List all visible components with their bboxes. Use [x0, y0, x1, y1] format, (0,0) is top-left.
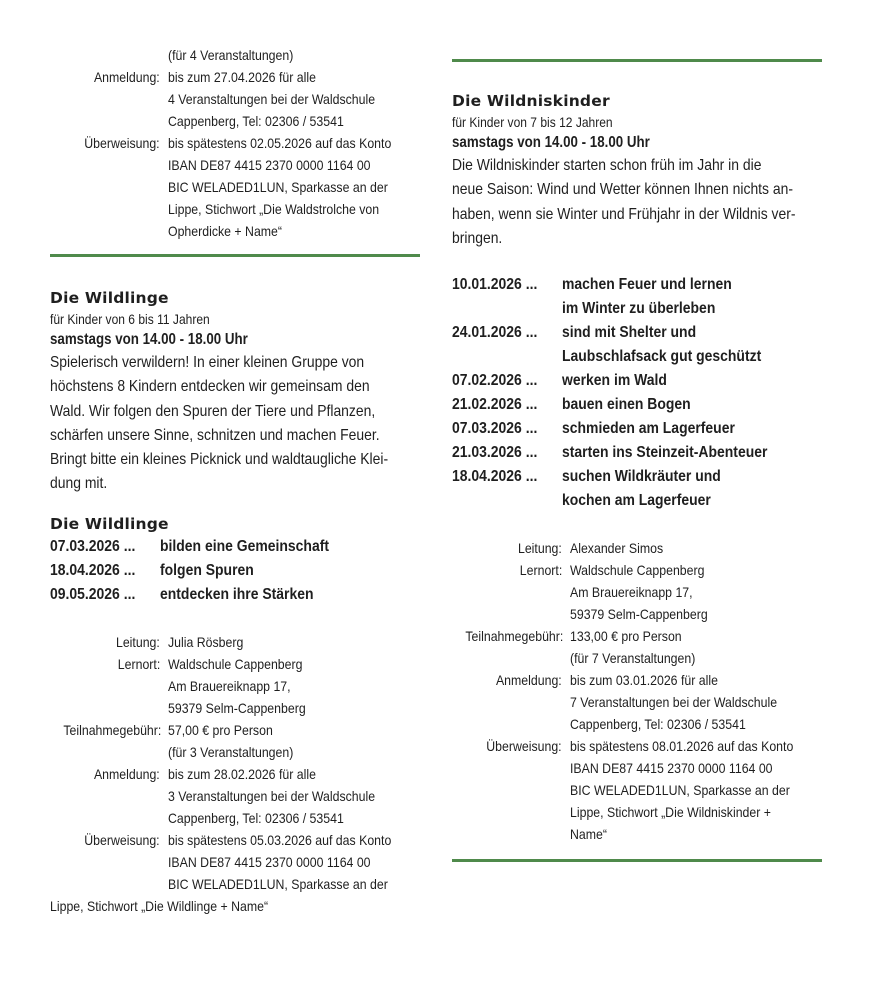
info-overflow-line: Lippe, Stichwort „Die Wildlinge + Name“ [50, 897, 269, 914]
text: suchen Wildkräuter und [562, 468, 721, 486]
text: Spielerisch verwildern! In einer kleinen Gruppe von [50, 354, 365, 371]
info-line [168, 653, 430, 675]
text: schmieden am Lagerfeuer [562, 420, 735, 438]
info-row [50, 829, 430, 895]
text: Lernort: [117, 655, 160, 672]
info-line [168, 220, 430, 242]
text: 07.02.2026 ... [452, 372, 538, 390]
event-description [562, 393, 842, 417]
event-date [452, 393, 562, 417]
info-label [50, 719, 168, 763]
info-line [168, 176, 430, 198]
text: folgen Spuren [160, 561, 254, 579]
text: 07.03.2026 ... [50, 537, 136, 555]
text: haben, wenn sie Winter und Frühjahr in der Wildnis ver- [452, 205, 796, 223]
text: dung mit. [50, 475, 108, 493]
text: sind mit Shelter und [562, 324, 697, 342]
info-value [570, 735, 842, 845]
text: 59379 Selm-Cappenberg [168, 699, 306, 716]
info-label [50, 44, 168, 66]
date-item [452, 393, 842, 417]
text: schärfen unsere Sinne, schnitzen und machen Feuer. [50, 426, 380, 444]
info-label [50, 631, 168, 653]
text: Überweisung: [486, 738, 562, 755]
text: 133,00 € pro Person [570, 628, 682, 645]
event-date [452, 321, 562, 369]
event-date [50, 559, 160, 583]
text: Name“ [570, 826, 607, 843]
info-value [570, 559, 842, 625]
description-line [50, 448, 430, 472]
info-value [168, 763, 430, 829]
text: kochen am Lagerfeuer [562, 492, 711, 510]
text: 4 Veranstaltungen bei der Waldschule [168, 91, 376, 107]
text: Cappenberg, Tel: 02306 / 53541 [570, 716, 746, 733]
event-description [562, 273, 842, 321]
description-line [50, 375, 430, 399]
event-description [562, 417, 842, 441]
info-row [50, 44, 430, 66]
section-divider [50, 254, 420, 257]
event-line [562, 393, 842, 417]
text: 18.04.2026 ... [50, 561, 136, 579]
text: Überweisung: [84, 831, 160, 848]
text: 09.05.2026 ... [50, 585, 136, 603]
description-line [50, 472, 430, 496]
info-line [168, 763, 430, 785]
info-row [452, 625, 842, 669]
text: 24.01.2026 ... [452, 324, 538, 342]
info-label [452, 559, 570, 625]
text: BIC WELADED1LUN, Sparkasse an der [168, 875, 388, 892]
text: Laubschlafsack gut geschützt [562, 348, 762, 366]
date-item [50, 583, 430, 607]
description-line [452, 227, 842, 251]
info-line [570, 647, 842, 669]
info-line [168, 110, 430, 132]
info-line [570, 757, 842, 779]
description-line [50, 400, 430, 424]
text: bis zum 27.04.2026 für alle [168, 69, 316, 85]
section-title: Die Wildlinge [50, 289, 169, 307]
event-line [562, 273, 842, 297]
info-row [50, 631, 430, 653]
info-value [570, 625, 842, 669]
info-line [168, 44, 430, 66]
text: Die Wildniskinder starten schon früh im Jahr in die [452, 157, 762, 174]
text: Waldschule Cappenberg [168, 655, 303, 672]
event-description [160, 535, 430, 559]
text: IBAN DE87 4415 2370 0000 1164 00 [168, 853, 371, 870]
course-info [452, 537, 842, 845]
wildniskinder-section [452, 90, 842, 845]
info-line [168, 873, 430, 895]
text: Wald. Wir folgen den Spuren der Tiere und Pflanzen, [50, 402, 376, 420]
text: Cappenberg, Tel: 02306 / 53541 [168, 113, 344, 129]
info-value [168, 132, 430, 242]
info-row [50, 653, 430, 719]
text: 59379 Selm-Cappenberg [570, 606, 708, 623]
event-line [562, 369, 842, 393]
text: bringen. [452, 229, 503, 247]
text: neue Saison: Wind und Wetter können Ihnen nichts an- [452, 181, 793, 199]
info-row [452, 735, 842, 845]
date-item [452, 465, 842, 513]
text: Teilnahmegebühr: [63, 721, 162, 738]
text: entdecken ihre Stärken [160, 585, 314, 603]
text: Cappenberg, Tel: 02306 / 53541 [168, 809, 344, 826]
text: bilden eine Gemeinschaft [160, 537, 330, 555]
text: Am Brauereiknapp 17, [570, 584, 693, 601]
info-value [168, 44, 430, 66]
info-line [570, 559, 842, 581]
event-line [562, 441, 842, 465]
info-value [168, 719, 430, 763]
text: bis spätestens 08.01.2026 auf das Konto [570, 738, 794, 755]
event-date [452, 465, 562, 513]
info-label [50, 66, 168, 132]
text: Überweisung: [84, 135, 160, 151]
info-label [50, 132, 168, 242]
info-row [50, 763, 430, 829]
text: bis zum 28.02.2026 für alle [168, 765, 316, 782]
info-line [168, 697, 430, 719]
age-range: für Kinder von 7 bis 12 Jahren [452, 114, 613, 130]
event-description [562, 465, 842, 513]
text: Am Brauereiknapp 17, [168, 677, 291, 694]
text: 7 Veranstaltungen bei der Waldschule [570, 694, 778, 711]
info-line [570, 603, 842, 625]
text: 07.03.2026 ... [452, 420, 538, 438]
event-line [562, 321, 842, 345]
event-description [562, 369, 842, 393]
info-line [570, 735, 842, 757]
description-line [452, 154, 842, 178]
info-line [570, 823, 842, 845]
text: Leitung: [518, 540, 562, 557]
wildlinge-section [50, 287, 430, 497]
event-date [452, 369, 562, 393]
info-line [168, 829, 430, 851]
info-label [452, 625, 570, 669]
left-column [50, 44, 430, 917]
date-item [452, 369, 842, 393]
text: werken im Wald [562, 372, 667, 390]
event-description [160, 583, 430, 607]
event-description [160, 559, 430, 583]
info-line [168, 154, 430, 176]
info-value [168, 653, 430, 719]
date-item [452, 441, 842, 465]
event-line [562, 345, 842, 369]
date-list [452, 273, 842, 513]
event-line [562, 297, 842, 321]
event-description [562, 441, 842, 465]
text: Anmeldung: [94, 765, 160, 782]
text: Alexander Simos [570, 540, 664, 557]
date-item [452, 321, 842, 369]
text: BIC WELADED1LUN, Sparkasse an der [168, 179, 388, 195]
info-line [168, 741, 430, 763]
event-line [562, 417, 842, 441]
info-label [452, 669, 570, 735]
date-list [50, 535, 430, 607]
text: Anmeldung: [496, 672, 562, 689]
info-value [168, 829, 430, 895]
info-line [168, 785, 430, 807]
age-range: für Kinder von 6 bis 11 Jahren [50, 311, 210, 327]
text: bis spätestens 02.05.2026 auf das Konto [168, 135, 392, 151]
time-range: samstags von 14.00 - 18.00 Uhr [452, 134, 650, 151]
event-line [562, 489, 842, 513]
text: Lippe, Stichwort „Die Wildniskinder + [570, 804, 771, 821]
date-item [452, 417, 842, 441]
text: 3 Veranstaltungen bei der Waldschule [168, 787, 376, 804]
info-row [452, 669, 842, 735]
event-line [160, 559, 430, 583]
event-date [452, 273, 562, 321]
info-line [570, 537, 842, 559]
right-column [452, 44, 842, 862]
description [50, 351, 430, 497]
info-line [168, 132, 430, 154]
text: (für 7 Veranstaltungen) [570, 650, 696, 667]
waldstrolche-info [50, 44, 430, 242]
text: bauen einen Bogen [562, 396, 691, 414]
text: (für 3 Veranstaltungen) [168, 743, 294, 760]
description-line [50, 424, 430, 448]
text: höchstens 8 Kindern entdecken wir gemeinsam den [50, 378, 370, 396]
text: machen Feuer und lernen [562, 276, 732, 294]
text: Julia Rösberg [168, 633, 244, 650]
info-label [50, 653, 168, 719]
section-title: Die Wildlinge [50, 514, 169, 533]
info-line [570, 625, 842, 647]
info-label [50, 763, 168, 829]
info-line [168, 198, 430, 220]
info-label [452, 537, 570, 559]
text: bis zum 03.01.2026 für alle [570, 672, 718, 689]
text: 57,00 € pro Person [168, 721, 273, 738]
text: Lernort: [519, 562, 562, 579]
text: 21.03.2026 ... [452, 444, 538, 462]
info-line [570, 801, 842, 823]
info-line [570, 691, 842, 713]
description-line [452, 178, 842, 202]
info-row [50, 719, 430, 763]
text: (für 4 Veranstaltungen) [168, 47, 294, 63]
event-line [160, 583, 430, 607]
text: 21.02.2026 ... [452, 396, 538, 414]
text: im Winter zu überleben [562, 300, 716, 318]
section-divider [452, 859, 822, 862]
info-line [168, 631, 430, 653]
info-line [570, 779, 842, 801]
text: Anmeldung: [94, 69, 160, 85]
text: BIC WELADED1LUN, Sparkasse an der [570, 782, 790, 799]
text: Leitung: [116, 633, 160, 650]
time-range: samstags von 14.00 - 18.00 Uhr [50, 331, 248, 348]
info-line [570, 581, 842, 603]
text: bis spätestens 05.03.2026 auf das Konto [168, 831, 392, 848]
date-item [50, 535, 430, 559]
text: IBAN DE87 4415 2370 0000 1164 00 [570, 760, 773, 777]
event-description [562, 321, 842, 369]
wildlinge-dates-section [50, 513, 430, 917]
event-date [452, 417, 562, 441]
text: starten ins Steinzeit-Abenteuer [562, 444, 768, 462]
text: Teilnahmegebühr: [465, 628, 564, 645]
event-line [562, 465, 842, 489]
info-line [168, 807, 430, 829]
info-line [168, 719, 430, 741]
info-label [452, 735, 570, 845]
course-info [50, 631, 430, 895]
description [452, 154, 842, 251]
info-row [50, 66, 430, 132]
event-date [452, 441, 562, 465]
event-date [50, 535, 160, 559]
text: IBAN DE87 4415 2370 0000 1164 00 [168, 157, 371, 173]
info-label [50, 829, 168, 895]
description-line [50, 351, 430, 375]
info-line [168, 66, 430, 88]
info-line [168, 88, 430, 110]
info-line [168, 675, 430, 697]
text: 10.01.2026 ... [452, 276, 538, 294]
text: Waldschule Cappenberg [570, 562, 705, 579]
text: Opherdicke + Name“ [168, 223, 283, 239]
text: Lippe, Stichwort „Die Waldstrolche von [168, 201, 380, 217]
info-value [168, 631, 430, 653]
info-line [570, 669, 842, 691]
info-line [570, 713, 842, 735]
event-date [50, 583, 160, 607]
info-value [168, 66, 430, 132]
text: 18.04.2026 ... [452, 468, 538, 486]
event-line [160, 535, 430, 559]
section-title: Die Wildniskinder [452, 92, 610, 110]
date-item [50, 559, 430, 583]
info-value [570, 669, 842, 735]
info-row [50, 132, 430, 242]
info-value [570, 537, 842, 559]
info-row [452, 537, 842, 559]
description-line [452, 203, 842, 227]
info-row [452, 559, 842, 625]
info-line [168, 851, 430, 873]
date-item [452, 273, 842, 321]
text: Bringt bitte ein kleines Picknick und waldtaugliche Klei- [50, 451, 389, 469]
section-divider [452, 59, 822, 62]
